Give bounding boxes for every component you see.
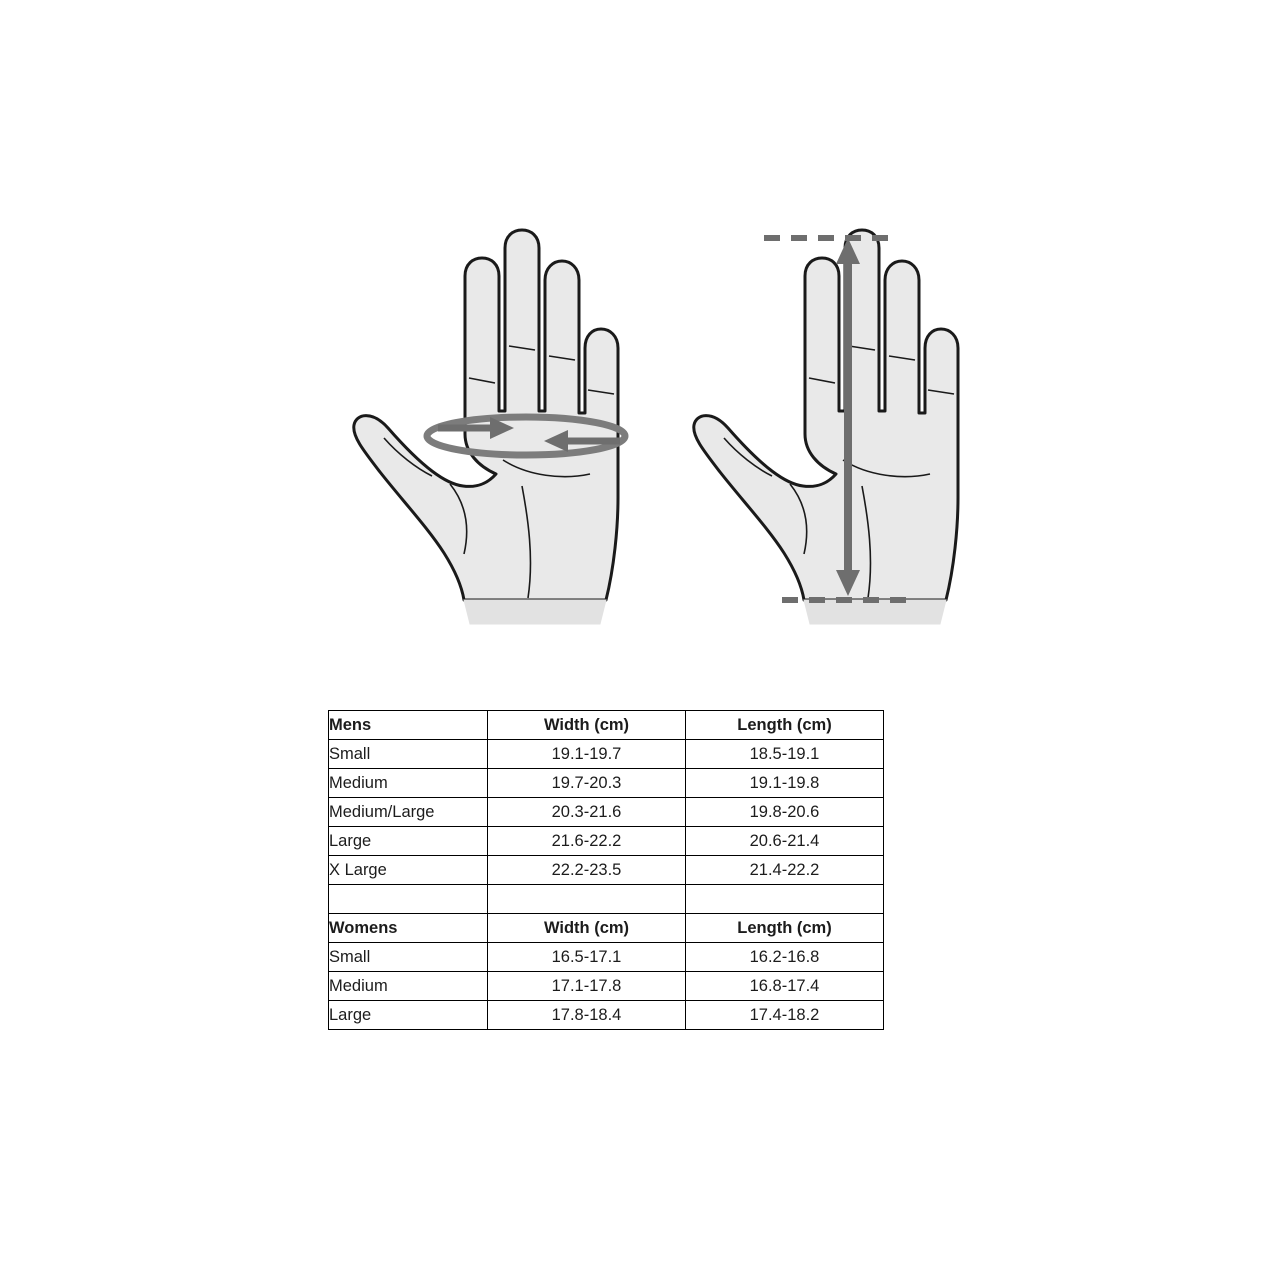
- cell-length-value: 21.4-22.2: [686, 856, 884, 885]
- cell-length-value: Length (cm): [686, 711, 884, 740]
- table-row: [329, 943, 884, 972]
- cell-width-value: 17.8-18.4: [488, 1001, 686, 1030]
- cell-size-label: Mens: [329, 711, 488, 740]
- right-hand-group: [694, 230, 958, 624]
- table-row: [329, 1001, 884, 1030]
- size-chart-container: [328, 710, 880, 1030]
- table-row: [329, 972, 884, 1001]
- hand-measurement-svg: [328, 228, 980, 656]
- table-row: [329, 740, 884, 769]
- cell-width-value: 20.3-21.6: [488, 798, 686, 827]
- cell-size-label: X Large: [329, 856, 488, 885]
- cell-length-value: 20.6-21.4: [686, 827, 884, 856]
- cell-width-value: 22.2-23.5: [488, 856, 686, 885]
- cell-width-value: 19.7-20.3: [488, 769, 686, 798]
- cell-width-value: 17.1-17.8: [488, 972, 686, 1001]
- size-chart-table: [328, 710, 884, 1030]
- table-row: [329, 856, 884, 885]
- cell-width-value: 16.5-17.1: [488, 943, 686, 972]
- table-spacer-row: [329, 885, 884, 914]
- cell-size-label: Medium: [329, 972, 488, 1001]
- cell-size-label: Medium/Large: [329, 798, 488, 827]
- cell-length-value: 19.8-20.6: [686, 798, 884, 827]
- cell-length-value: Length (cm): [686, 914, 884, 943]
- cell-width-value: 21.6-22.2: [488, 827, 686, 856]
- cell-size-label: Medium: [329, 769, 488, 798]
- cell-size-label: Large: [329, 1001, 488, 1030]
- cell-length-value: 19.1-19.8: [686, 769, 884, 798]
- cell-width-value: Width (cm): [488, 914, 686, 943]
- cell-width-value: Width (cm): [488, 711, 686, 740]
- right-wrist: [804, 600, 946, 624]
- cell-size-label: Small: [329, 740, 488, 769]
- cell-length-value: 16.8-17.4: [686, 972, 884, 1001]
- left-wrist: [464, 600, 606, 624]
- cell-width-value: [488, 885, 686, 914]
- cell-size-label: [329, 885, 488, 914]
- left-hand-outline: [354, 230, 618, 600]
- cell-size-label: Small: [329, 943, 488, 972]
- cell-length-value: 18.5-19.1: [686, 740, 884, 769]
- right-hand-outline: [694, 230, 958, 600]
- cell-size-label: Large: [329, 827, 488, 856]
- cell-length-value: 16.2-16.8: [686, 943, 884, 972]
- table-row: [329, 769, 884, 798]
- table-header-row: [329, 711, 884, 740]
- table-row: [329, 827, 884, 856]
- table-row: [329, 798, 884, 827]
- cell-length-value: [686, 885, 884, 914]
- cell-size-label: Womens: [329, 914, 488, 943]
- left-hand-group: [354, 230, 625, 624]
- cell-width-value: 19.1-19.7: [488, 740, 686, 769]
- cell-length-value: 17.4-18.2: [686, 1001, 884, 1030]
- glove-measurement-diagram: [328, 228, 980, 656]
- table-header-row: [329, 914, 884, 943]
